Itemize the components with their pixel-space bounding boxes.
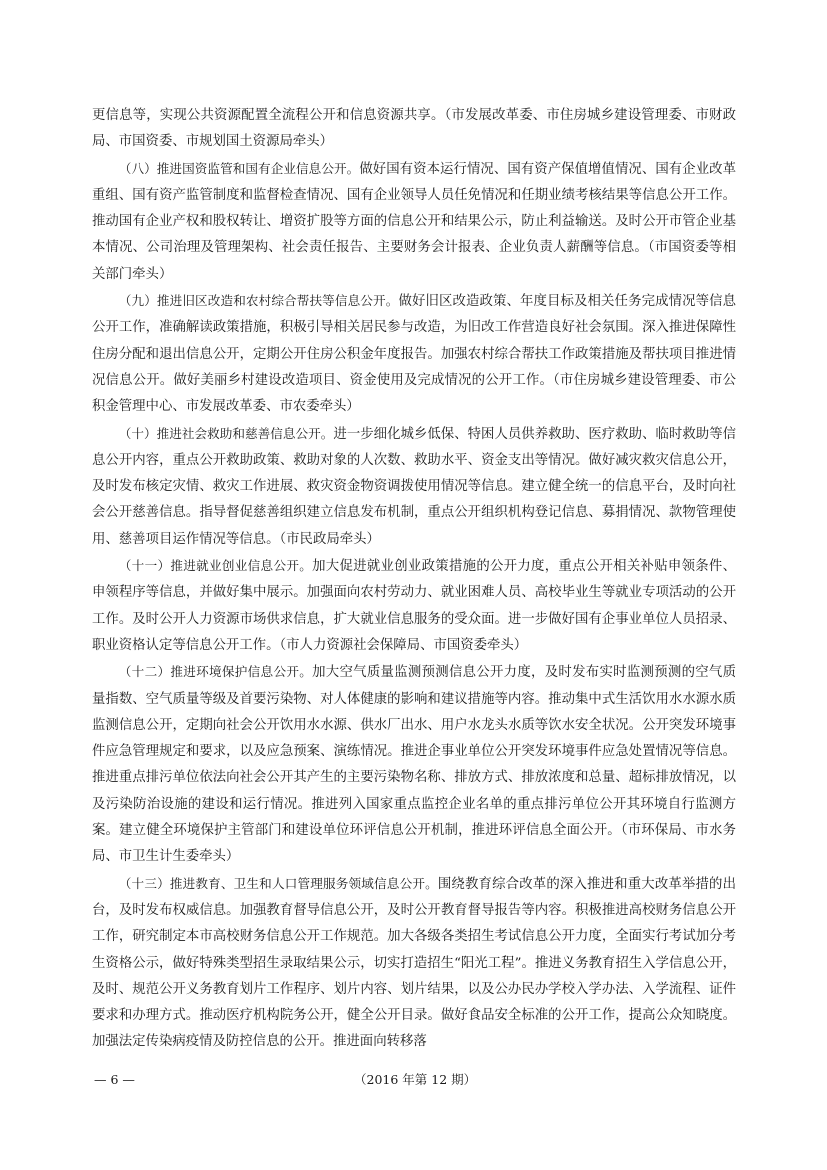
section-heading: （十一）推进就业创业信息公开。 bbox=[118, 558, 313, 574]
section-body: 做好国有资本运行情况、国有资产保值增值情况、国有企业改革重组、国有资产监管制度和监督检查情况、国有企业领导人员任免情况和任期业绩考核结果等信息公开工作。推动国有企业产权和股权转让、增资扩股等方面的信息公开和结果公示，防止利益输送。及时公开市管企业基本情况、公司治理及管理架构、社会责任报告、主要财务会计报表、企业负责人薪酬等信息。（市国资委等相关部门牵头） bbox=[92, 161, 736, 282]
section-paragraph-12 bbox=[92, 659, 736, 870]
page-footer bbox=[92, 1069, 736, 1091]
section-paragraph-11 bbox=[92, 553, 736, 659]
section-paragraph-9 bbox=[92, 288, 736, 420]
issue-label: （2016 年第 12 期） bbox=[354, 1072, 477, 1087]
section-body: 做好旧区改造政策、年度目标及相关任务完成情况等信息公开工作，准确解读政策措施，积极引导相关居民参与改造，为旧改工作营造良好社会氛围。深入推进保障性住房分配和退出信息公开，定期公开住房公积金年度报告。加强农村综合帮扶工作政策措施及帮扶项目推进情况信息公开。做好美丽乡村建设改造项目、资金使用及完成情况的公开工作。（市住房城乡建设管理委、市公积金管理中心、市发展改革委、市农委牵头） bbox=[92, 294, 737, 415]
section-paragraph-13 bbox=[92, 871, 736, 1056]
section-paragraph-8 bbox=[92, 156, 736, 288]
section-heading: （九）推进旧区改造和农村综合帮扶等信息公开。 bbox=[118, 293, 399, 309]
section-body: 进一步细化城乡低保、特困人员供养救助、医疗救助、临时救助等信息公开内容，重点公开救助政策、救助对象的人次数、救助水平、资金支出等情况。做好减灾救灾信息公开，及时发布核定灾情、救灾工作进展、救灾资金物资调拨使用情况等信息。建立健全统一的信息平台，及时向社会公开慈善信息。指导督促慈善组织建立信息发布机制，重点公开组织机构登记信息、募捐情况、款物管理使用、慈善项目运作情况等信息。（市民政局牵头） bbox=[92, 426, 736, 547]
section-heading: （十二）推进环境保护信息公开。 bbox=[118, 664, 313, 680]
continuation-paragraph: 更信息等，实现公共资源配置全流程公开和信息资源共享。（市发展改革委、市住房城乡建设管理委、市财政局、市国资委、市规划国土资源局牵头） bbox=[92, 108, 736, 150]
section-heading: （八）推进国资监管和国有企业信息公开。 bbox=[118, 160, 360, 176]
section-body: 加大空气质量监测预测信息公开力度，及时发布实时监测预测的空气质量指数、空气质量等级及首要污染物、对人体健康的影响和建议措施等内容。推动集中式生活饮用水水源水质监测信息公开，定期向社会公开饮用水水源、供水厂出水、用户水龙头水质等饮水安全状况。公开突发环境事件应急管理规定和要求，以及应急预案、演练情况。推进企事业单位公开突发环境事件应急处置情况等信息。推进重点排污单位依法向社会公开其产生的主要污染物名称、排放方式、排放浓度和总量、超标排放情况，以及污染防治设施的建设和运行情况。推进列入国家重点监控企业名单的重点排污单位公开其环境自行监测方案。建立健全环境保护主管部门和建设单位环评信息公开机制，推进环评信息全面公开。（市环保局、市水务局、市卫生计生委牵头） bbox=[92, 665, 737, 865]
section-body: 加大促进就业创业政策措施的公开力度，重点公开相关补贴申领条件、申领程序等信息，并做好集中展示。加强面向农村劳动力、就业困难人员、高校毕业生等就业专项活动的公开工作。及时公开人力资源市场供求信息，扩大就业信息服务的受众面。进一步做好国有企事业单位人员招录、职业资格认定等信息公开工作。（市人力资源社会保障局、市国资委牵头） bbox=[92, 559, 737, 653]
section-paragraph-10 bbox=[92, 421, 736, 553]
section-body: 围绕教育综合改革的深入推进和重大改革举措的出台，及时发布权威信息。加强教育督导信息公开，及时公开教育督导报告等内容。积极推进高校财务信息公开工作，研究制定本市高校财务信息公开工作规范。加大各级各类招生考试信息公开力度，全面实行考试加分考生资格公示，做好特殊类型招生录取结果公示，切实打造招生“阳光工程”。推进义务教育招生入学信息公开，及时、规范公开义务教育划片工作程序、划片内容、划片结果，以及公办民办学校入学办法、入学流程、证件要求和办理方式。推动医疗机构院务公开，健全公开目录。做好食品安全标准的公开工作，提高公众知晓度。加强法定传染病疫情及防控信息的公开。推进面向转移落 bbox=[92, 876, 737, 1050]
section-heading: （十三）推进教育、卫生和人口管理服务领域信息公开。 bbox=[118, 875, 438, 891]
section-heading: （十）推进社会救助和慈善信息公开。 bbox=[118, 425, 334, 441]
body-text bbox=[92, 103, 736, 1056]
page-number: — 6 — bbox=[94, 1072, 135, 1087]
